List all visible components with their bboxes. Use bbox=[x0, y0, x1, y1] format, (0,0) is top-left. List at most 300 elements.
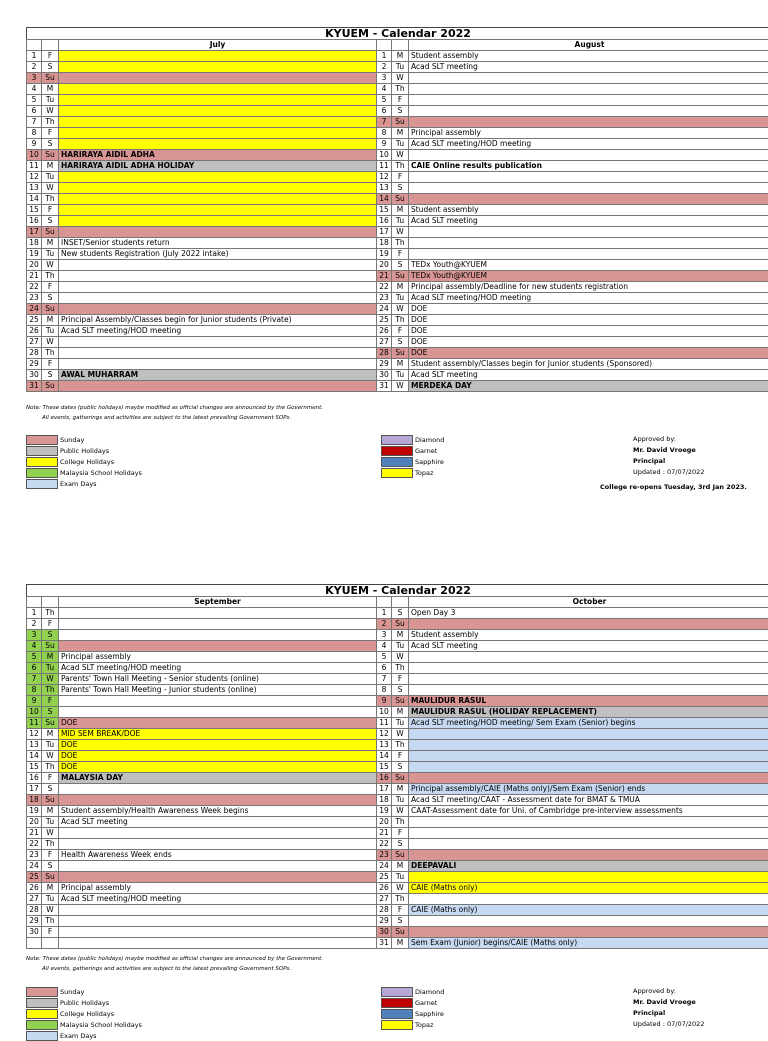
day-of-week: Su bbox=[392, 348, 409, 359]
day-of-week: M bbox=[42, 238, 59, 249]
day-number: 2 bbox=[27, 619, 42, 630]
legend-item bbox=[381, 467, 444, 478]
event-cell: Health Awareness Week ends bbox=[59, 850, 377, 861]
day-of-week: Th bbox=[42, 271, 59, 282]
day-of-week: F bbox=[392, 95, 409, 106]
calendar-row bbox=[27, 905, 768, 916]
day-number: 9 bbox=[377, 696, 392, 707]
event-cell: Principal assembly/Deadline for new students registration bbox=[409, 282, 768, 293]
calendar-row bbox=[27, 872, 768, 883]
event-cell bbox=[409, 73, 768, 84]
day-of-week: F bbox=[42, 51, 59, 62]
day-number: 26 bbox=[27, 326, 42, 337]
day-of-week: F bbox=[392, 828, 409, 839]
day-of-week: Su bbox=[42, 795, 59, 806]
day-number: 6 bbox=[377, 106, 392, 117]
legend-swatch bbox=[381, 987, 413, 997]
day-number: 8 bbox=[377, 128, 392, 139]
day-number: 10 bbox=[377, 707, 392, 718]
legend-item bbox=[381, 1008, 444, 1019]
calendar-row bbox=[27, 216, 768, 227]
event-cell: MID SEM BREAK/DOE bbox=[59, 729, 377, 740]
event-cell bbox=[409, 619, 768, 630]
legend-item bbox=[26, 445, 142, 456]
day-of-week: Su bbox=[392, 927, 409, 938]
event-cell bbox=[409, 828, 768, 839]
calendar-row bbox=[27, 194, 768, 205]
legend-item bbox=[381, 997, 444, 1008]
event-cell bbox=[59, 51, 377, 62]
day-number: 2 bbox=[27, 62, 42, 73]
legend-item bbox=[26, 478, 142, 489]
day-of-week: M bbox=[392, 359, 409, 370]
calendar-table bbox=[26, 39, 768, 392]
calendar-row bbox=[27, 381, 768, 392]
legend-swatch bbox=[381, 998, 413, 1008]
calendar-row bbox=[27, 938, 768, 949]
day-of-week: W bbox=[392, 73, 409, 84]
day-number: 23 bbox=[27, 850, 42, 861]
month-header-left: September bbox=[59, 597, 377, 608]
day-of-week: Su bbox=[392, 619, 409, 630]
day-number: 29 bbox=[27, 359, 42, 370]
event-cell bbox=[59, 117, 377, 128]
day-of-week: Su bbox=[42, 73, 59, 84]
event-cell: Student assembly bbox=[409, 205, 768, 216]
event-cell bbox=[59, 619, 377, 630]
day-number: 7 bbox=[27, 674, 42, 685]
event-cell: HARIRAYA AIDIL ADHA bbox=[59, 150, 377, 161]
day-of-week: F bbox=[42, 696, 59, 707]
legend-swatch bbox=[381, 1020, 413, 1030]
day-of-week: W bbox=[392, 150, 409, 161]
calendar-row bbox=[27, 619, 768, 630]
day-number: 27 bbox=[27, 337, 42, 348]
event-cell: MAULIDUR RASUL (HOLIDAY REPLACEMENT) bbox=[409, 707, 768, 718]
day-number: 18 bbox=[377, 795, 392, 806]
event-cell bbox=[59, 707, 377, 718]
day-of-week: Tu bbox=[392, 216, 409, 227]
calendar-row bbox=[27, 806, 768, 817]
day-number: 1 bbox=[377, 608, 392, 619]
day-number: 16 bbox=[27, 216, 42, 227]
day-of-week: M bbox=[42, 652, 59, 663]
legend-label: Exam Days bbox=[60, 1032, 97, 1040]
legend-item bbox=[381, 445, 444, 456]
day-of-week: M bbox=[392, 282, 409, 293]
event-cell bbox=[59, 784, 377, 795]
day-number: 16 bbox=[377, 773, 392, 784]
legend-swatch bbox=[381, 457, 413, 467]
legend-item bbox=[26, 467, 142, 478]
calendar-row bbox=[27, 348, 768, 359]
event-cell bbox=[409, 685, 768, 696]
day-of-week: Th bbox=[42, 916, 59, 927]
day-of-week: S bbox=[392, 260, 409, 271]
day-number: 24 bbox=[377, 861, 392, 872]
day-number: 29 bbox=[27, 916, 42, 927]
calendar-row bbox=[27, 62, 768, 73]
legend-label: Public Holidays bbox=[60, 447, 109, 455]
day-of-week: Tu bbox=[42, 817, 59, 828]
day-number: 18 bbox=[377, 238, 392, 249]
legend-label: Malaysia School Holidays bbox=[60, 469, 142, 477]
event-cell: CAAT-Assessment date for Uni. of Cambridge pre-interview assessments bbox=[409, 806, 768, 817]
legend-label: Malaysia School Holidays bbox=[60, 1021, 142, 1029]
event-cell: AWAL MUHARRAM bbox=[59, 370, 377, 381]
day-of-week: M bbox=[392, 630, 409, 641]
approval-block-1 bbox=[633, 434, 704, 478]
day-number: 30 bbox=[377, 370, 392, 381]
day-number: 19 bbox=[377, 249, 392, 260]
legend-swatch bbox=[26, 987, 58, 997]
legend-label: Diamond bbox=[415, 988, 444, 996]
legend-item bbox=[26, 434, 142, 445]
day-of-week: M bbox=[392, 707, 409, 718]
legend-left-1 bbox=[26, 434, 142, 489]
event-cell: Acad SLT meeting/HOD meeting bbox=[59, 663, 377, 674]
calendar-row bbox=[27, 238, 768, 249]
day-number: 9 bbox=[27, 139, 42, 150]
day-of-week: Tu bbox=[42, 663, 59, 674]
day-number: 1 bbox=[27, 51, 42, 62]
day-of-week: M bbox=[392, 938, 409, 949]
calendar-row bbox=[27, 51, 768, 62]
day-of-week: Su bbox=[392, 696, 409, 707]
day-of-week: Tu bbox=[42, 249, 59, 260]
day-of-week: F bbox=[42, 619, 59, 630]
event-cell: Open Day 3 bbox=[409, 608, 768, 619]
day-of-week: Th bbox=[392, 315, 409, 326]
day-number: 13 bbox=[27, 183, 42, 194]
event-cell bbox=[59, 795, 377, 806]
calendar-row bbox=[27, 73, 768, 84]
approved-by-label: Approved by: bbox=[633, 434, 704, 445]
calendar-row bbox=[27, 861, 768, 872]
event-cell bbox=[409, 663, 768, 674]
day-number: 15 bbox=[377, 762, 392, 773]
day-of-week: Su bbox=[392, 850, 409, 861]
calendar-row bbox=[27, 315, 768, 326]
day-number: 13 bbox=[27, 740, 42, 751]
calendar-row bbox=[27, 106, 768, 117]
event-cell bbox=[59, 128, 377, 139]
calendar-row bbox=[27, 652, 768, 663]
day-number: 25 bbox=[377, 315, 392, 326]
day-number: 23 bbox=[27, 293, 42, 304]
event-cell: DOE bbox=[59, 762, 377, 773]
day-number: 27 bbox=[377, 337, 392, 348]
event-cell bbox=[409, 740, 768, 751]
event-cell: Acad SLT meeting bbox=[59, 817, 377, 828]
day-number: 15 bbox=[27, 205, 42, 216]
event-cell bbox=[59, 260, 377, 271]
calendar-row bbox=[27, 293, 768, 304]
event-cell bbox=[59, 938, 377, 949]
legend-swatch bbox=[26, 479, 58, 489]
day-number: 31 bbox=[377, 938, 392, 949]
event-cell bbox=[59, 630, 377, 641]
day-number: 11 bbox=[377, 718, 392, 729]
day-number: 9 bbox=[377, 139, 392, 150]
day-of-week: S bbox=[42, 861, 59, 872]
day-of-week: Tu bbox=[42, 172, 59, 183]
day-number: 21 bbox=[377, 271, 392, 282]
event-cell: Acad SLT meeting bbox=[409, 62, 768, 73]
calendar-row bbox=[27, 161, 768, 172]
event-cell: Student assembly/Classes begin for Junior students (Sponsored) bbox=[409, 359, 768, 370]
event-cell bbox=[409, 117, 768, 128]
day-number: 14 bbox=[27, 751, 42, 762]
calendar-row bbox=[27, 850, 768, 861]
legend-item bbox=[26, 997, 142, 1008]
day-of-week: F bbox=[392, 751, 409, 762]
day-number: 20 bbox=[27, 260, 42, 271]
calendar-row bbox=[27, 260, 768, 271]
day-number: 8 bbox=[27, 128, 42, 139]
day-of-week: F bbox=[392, 172, 409, 183]
day-of-week: S bbox=[392, 762, 409, 773]
day-number: 17 bbox=[377, 784, 392, 795]
day-number: 30 bbox=[27, 370, 42, 381]
day-number: 11 bbox=[377, 161, 392, 172]
approver-role: Principal bbox=[633, 1008, 704, 1019]
event-cell bbox=[59, 62, 377, 73]
day-of-week: Tu bbox=[392, 641, 409, 652]
day-of-week: W bbox=[392, 806, 409, 817]
note-line-2: All events, gatherings and activities are subject to the latest prevailing Government SOPs. bbox=[26, 966, 291, 972]
calendar-title: KYUEM - Calendar 2022 bbox=[26, 584, 768, 596]
event-cell: Principal assembly bbox=[409, 128, 768, 139]
day-of-week: W bbox=[392, 304, 409, 315]
calendar-row bbox=[27, 795, 768, 806]
legend-label: College Holidays bbox=[60, 458, 114, 466]
event-cell bbox=[409, 773, 768, 784]
event-cell bbox=[59, 106, 377, 117]
day-number: 29 bbox=[377, 916, 392, 927]
event-cell bbox=[59, 205, 377, 216]
day-number: 4 bbox=[377, 84, 392, 95]
day-of-week: Th bbox=[42, 194, 59, 205]
day-number: 5 bbox=[377, 95, 392, 106]
calendar-row bbox=[27, 183, 768, 194]
event-cell: Acad SLT meeting bbox=[409, 370, 768, 381]
day-number: 22 bbox=[27, 282, 42, 293]
calendar-row bbox=[27, 685, 768, 696]
approval-block-2 bbox=[633, 986, 704, 1030]
day-of-week: Tu bbox=[42, 740, 59, 751]
event-cell bbox=[409, 927, 768, 938]
legend-swatch bbox=[26, 1020, 58, 1030]
day-of-week: Su bbox=[42, 381, 59, 392]
day-of-week: Tu bbox=[42, 326, 59, 337]
event-cell: DOE bbox=[409, 304, 768, 315]
day-of-week: S bbox=[392, 916, 409, 927]
day-of-week: Su bbox=[392, 194, 409, 205]
legend-item bbox=[26, 986, 142, 997]
day-of-week: Th bbox=[42, 685, 59, 696]
day-number: 20 bbox=[27, 817, 42, 828]
event-cell bbox=[409, 916, 768, 927]
day-of-week: W bbox=[392, 381, 409, 392]
month-header-row bbox=[27, 597, 768, 608]
event-cell: DOE bbox=[59, 751, 377, 762]
day-of-week: S bbox=[42, 62, 59, 73]
day-of-week: S bbox=[392, 106, 409, 117]
event-cell bbox=[409, 95, 768, 106]
calendar-row bbox=[27, 916, 768, 927]
day-of-week: M bbox=[42, 315, 59, 326]
event-cell bbox=[59, 337, 377, 348]
day-of-week: Th bbox=[392, 740, 409, 751]
day-of-week: S bbox=[392, 839, 409, 850]
legend-swatch bbox=[26, 446, 58, 456]
event-cell bbox=[59, 905, 377, 916]
event-cell bbox=[409, 172, 768, 183]
event-cell: MAULIDUR RASUL bbox=[409, 696, 768, 707]
day-of-week: Tu bbox=[392, 370, 409, 381]
day-number: 9 bbox=[27, 696, 42, 707]
day-number: 7 bbox=[377, 117, 392, 128]
day-number: 26 bbox=[377, 326, 392, 337]
day-number: 22 bbox=[27, 839, 42, 850]
day-number: 14 bbox=[377, 751, 392, 762]
day-number: 19 bbox=[27, 806, 42, 817]
day-of-week: Su bbox=[42, 150, 59, 161]
day-of-week: Tu bbox=[42, 894, 59, 905]
day-of-week: Th bbox=[42, 839, 59, 850]
day-number: 30 bbox=[27, 927, 42, 938]
day-of-week: M bbox=[42, 161, 59, 172]
day-of-week: M bbox=[42, 84, 59, 95]
approver-name: Mr. David Vroege bbox=[633, 997, 704, 1008]
day-number: 17 bbox=[27, 784, 42, 795]
event-cell bbox=[59, 293, 377, 304]
calendar-row bbox=[27, 326, 768, 337]
calendar-row bbox=[27, 740, 768, 751]
day-number: 27 bbox=[27, 894, 42, 905]
calendar-sheet-2 bbox=[26, 584, 768, 949]
day-of-week: F bbox=[42, 359, 59, 370]
day-number: 20 bbox=[377, 260, 392, 271]
day-number: 23 bbox=[377, 850, 392, 861]
calendar-row bbox=[27, 773, 768, 784]
day-of-week: M bbox=[392, 861, 409, 872]
calendar-row bbox=[27, 139, 768, 150]
legend-swatch bbox=[26, 1009, 58, 1019]
legend-item bbox=[26, 456, 142, 467]
legend-label: Topaz bbox=[415, 1021, 433, 1029]
month-header-right: August bbox=[409, 40, 768, 51]
updated-date: Updated : 07/07/2022 bbox=[633, 1019, 704, 1030]
event-cell bbox=[409, 84, 768, 95]
calendar-row bbox=[27, 762, 768, 773]
calendar-row bbox=[27, 718, 768, 729]
day-of-week: F bbox=[392, 905, 409, 916]
day-of-week: S bbox=[42, 216, 59, 227]
day-of-week: S bbox=[42, 630, 59, 641]
day-number: 1 bbox=[27, 608, 42, 619]
legend-label: Garnet bbox=[415, 999, 437, 1007]
event-cell: DOE bbox=[409, 348, 768, 359]
event-cell bbox=[59, 304, 377, 315]
event-cell bbox=[409, 106, 768, 117]
calendar-row bbox=[27, 370, 768, 381]
event-cell bbox=[409, 150, 768, 161]
legend-swatch bbox=[381, 468, 413, 478]
day-number: 7 bbox=[377, 674, 392, 685]
day-number: 30 bbox=[377, 927, 392, 938]
legend-left-2 bbox=[26, 986, 142, 1041]
calendar-table bbox=[26, 596, 768, 949]
day-number: 7 bbox=[27, 117, 42, 128]
day-of-week: Th bbox=[42, 117, 59, 128]
event-cell bbox=[409, 674, 768, 685]
event-cell: Parents' Town Hall Meeting - Junior students (online) bbox=[59, 685, 377, 696]
event-cell: Acad SLT meeting/CAAT - Assessment date for BMAT & TMUA bbox=[409, 795, 768, 806]
day-number: 25 bbox=[27, 872, 42, 883]
day-of-week: S bbox=[42, 370, 59, 381]
day-number: 13 bbox=[377, 183, 392, 194]
day-of-week: Tu bbox=[392, 139, 409, 150]
day-number: 12 bbox=[27, 172, 42, 183]
day-of-week: Th bbox=[42, 348, 59, 359]
event-cell: Acad SLT meeting bbox=[409, 216, 768, 227]
event-cell bbox=[59, 139, 377, 150]
calendar-row bbox=[27, 630, 768, 641]
calendar-row bbox=[27, 839, 768, 850]
event-cell bbox=[409, 762, 768, 773]
legend-item bbox=[26, 1019, 142, 1030]
day-of-week: W bbox=[42, 828, 59, 839]
day-number: 12 bbox=[27, 729, 42, 740]
event-cell bbox=[59, 828, 377, 839]
event-cell bbox=[59, 84, 377, 95]
day-of-week: S bbox=[392, 183, 409, 194]
event-cell bbox=[59, 641, 377, 652]
event-cell bbox=[409, 729, 768, 740]
event-cell bbox=[409, 238, 768, 249]
day-number: 3 bbox=[27, 73, 42, 84]
day-number: 27 bbox=[377, 894, 392, 905]
legend-item bbox=[26, 1030, 142, 1041]
updated-date: Updated : 07/07/2022 bbox=[633, 467, 704, 478]
event-cell: Principal Assembly/Classes begin for Junior students (Private) bbox=[59, 315, 377, 326]
day-number: 20 bbox=[377, 817, 392, 828]
event-cell bbox=[59, 608, 377, 619]
reopen-note: College re-opens Tuesday, 3rd Jan 2023. bbox=[600, 482, 747, 493]
day-of-week: Th bbox=[42, 608, 59, 619]
day-of-week: M bbox=[392, 205, 409, 216]
day-of-week: Tu bbox=[392, 795, 409, 806]
day-of-week: W bbox=[42, 337, 59, 348]
day-number: 17 bbox=[27, 227, 42, 238]
event-cell bbox=[409, 894, 768, 905]
day-number: 18 bbox=[27, 238, 42, 249]
day-of-week: Tu bbox=[392, 872, 409, 883]
day-number: 5 bbox=[377, 652, 392, 663]
calendar-row bbox=[27, 84, 768, 95]
legend-label: Diamond bbox=[415, 436, 444, 444]
event-cell: DOE bbox=[409, 326, 768, 337]
note-2 bbox=[26, 954, 323, 974]
day-number: 29 bbox=[377, 359, 392, 370]
day-of-week: S bbox=[42, 784, 59, 795]
day-number: 4 bbox=[27, 84, 42, 95]
event-cell bbox=[59, 348, 377, 359]
calendar-row bbox=[27, 227, 768, 238]
event-cell bbox=[59, 381, 377, 392]
